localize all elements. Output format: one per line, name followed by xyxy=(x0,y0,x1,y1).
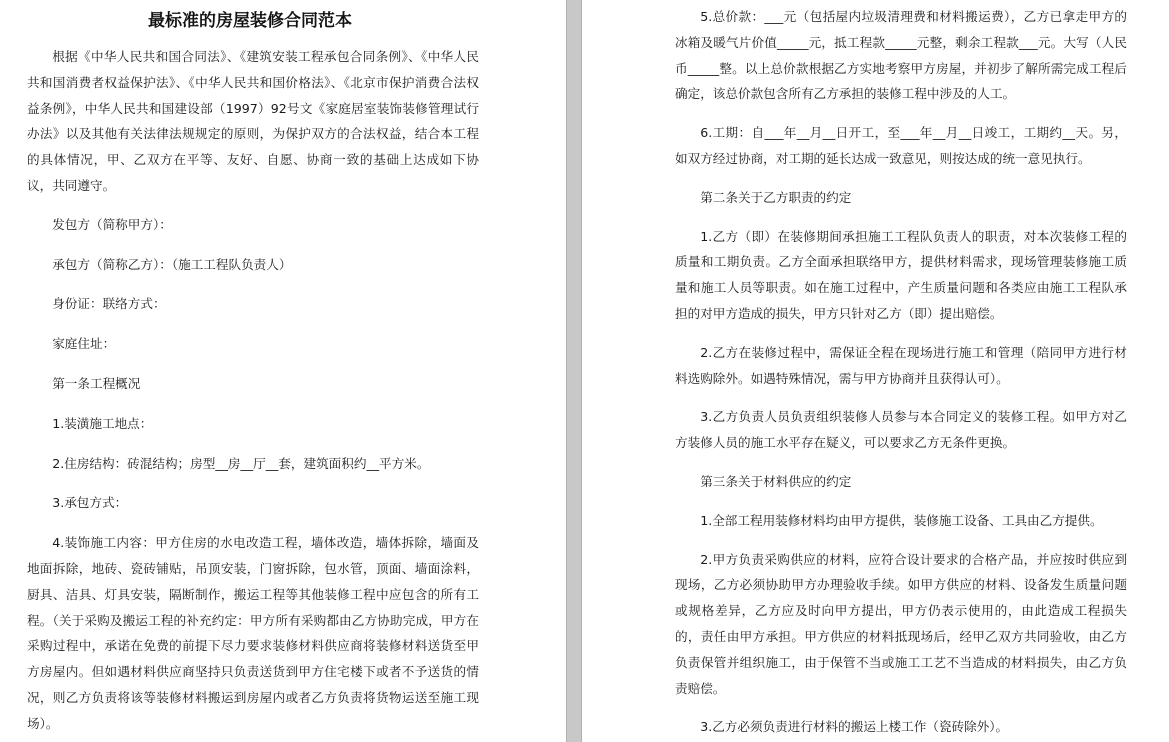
article-2-heading: 第二条关于乙方职责的约定 xyxy=(700,189,852,205)
party-b-line: 承包方（简称乙方）：（施工工程队负责人） xyxy=(52,256,292,272)
clause-1-2: 2.住房结构：砖混结构；房型__房__厅__套，建筑面积约__平方米。 xyxy=(52,455,430,471)
document-page-left xyxy=(0,0,566,742)
article-3-heading: 第三条关于材料供应的约定 xyxy=(700,473,852,489)
clause-1-3: 3.承包方式： xyxy=(52,495,128,511)
id-contact-line: 身份证：联络方式： xyxy=(52,296,166,312)
right-page-body xyxy=(675,4,1127,742)
clause-3-2: 2.甲方负责采购供应的材料，应符合设计要求的合格产品，并应按时供应到现场，乙方必须协助甲方办理验收手续。如甲方供应的材料、设备发生质量问题或规格差异，乙方应及时向甲方提出，甲方仍表示使用的，由此造成工程损失的，责任由甲方承担。甲方供应的材料抵现场后，经甲乙双方共同验收，由乙方负责保管并组织施工，由于保管不当或施工工艺不当造成的材料损失，由乙方负责赔偿。 xyxy=(675,551,1127,696)
address-line: 家庭住址： xyxy=(52,336,116,352)
clause-1-6: 6.工期：自___年__月__日开工，至___年__月__日竣工，工期约__天。另，如双方经过协商，对工期的延长达成一致意见，则按达成的统一意见执行。 xyxy=(675,125,1127,166)
clause-2-3: 3.乙方负责人员负责组织装修人员参与本合同定义的装修工程。如甲方对乙方装修人员的施工水平存在疑义，可以要求乙方无条件更换。 xyxy=(675,409,1127,451)
clause-3-3: 3.乙方必须负责进行材料的搬运上楼工作（瓷砖除外）。 xyxy=(700,719,1009,735)
document-title: 最标准的房屋装修合同范本 xyxy=(148,11,352,31)
clause-2-1: 1.乙方（即）在装修期间承担施工工程队负责人的职责，对本次装修工程的质量和工期负责。乙方全面承担联络甲方，提供材料需求，现场管理装修施工质量和施工人员等职责。如在施工过程中，产生质量问题和各类应由施工工程队承担的对甲方造成的损失，甲方只针对乙方（即）提出赔偿。 xyxy=(675,228,1127,321)
clause-3-1: 1.全部工程用装修材料均由甲方提供，装修施工设备、工具由乙方提供。 xyxy=(700,512,1103,528)
party-a-line: 发包方（简称甲方）： xyxy=(52,216,172,232)
clause-1-1: 1.装潢施工地点： xyxy=(52,415,153,431)
page-gutter xyxy=(566,0,582,742)
article-1-heading: 第一条工程概况 xyxy=(52,375,141,391)
document-page-right xyxy=(582,0,1169,742)
preamble-paragraph: 根据《中华人民共和国合同法》、《建筑安装工程承包合同条例》、《中华人民共和国消费者权益保护法》、《中华人民共和国价格法》、《北京市保护消费合法权益条例》，中华人民共和国建设部（1997）92号文《家庭居室装饰装修管理试行办法》以及其他有关法律法规规定的原则，为保护双方的合法权益，结合本工程的具体情况，甲、乙双方在平等、友好、自愿、协商一致的基础上达成如下协议，共同遵守。 xyxy=(27,49,479,193)
clause-1-4: 4.装饰施工内容：甲方住房的水电改造工程，墙体改造，墙体拆除，墙面及地面拆除，地砖、瓷砖铺贴，吊顶安装，门窗拆除，包水管，顶面、墙面涂料，厨具、洁具、灯具安装，隔断制作，搬运工程等其他装修工程中应包含的所有工程。（关于采购及搬运工程的补充约定：甲方所有采购都由乙方协助完成，甲方在采购过程中，承诺在免费的前提下尽力要求装修材料供应商将装修材料送货至甲方房屋内。但如遇材料供应商坚持只负责送货到甲方住宅楼下或者不予送货的情况，则乙方负责将该等装修材料搬运到房屋内或者乙方负责将货物运送至施工现场）。 xyxy=(27,535,479,731)
clause-1-5: 5.总价款：___元（包括屋内垃圾清理费和材料搬运费），乙方已拿走甲方的冰箱及暖气片价值_____元，抵工程款_____元整，剩余工程款___元。大写（人民币_____整。以上总价款根据乙方实地考察甲方房屋，并初步了解所需完成工程后确定，该总价款包含所有乙方承担的装修工程中涉及的人工。 xyxy=(675,9,1127,102)
left-page-body xyxy=(27,44,479,742)
clause-2-2: 2.乙方在装修过程中，需保证全程在现场进行施工和管理（陪同甲方进行材料选购除外。如遇特殊情况，需与甲方协商并且获得认可）。 xyxy=(675,344,1127,386)
